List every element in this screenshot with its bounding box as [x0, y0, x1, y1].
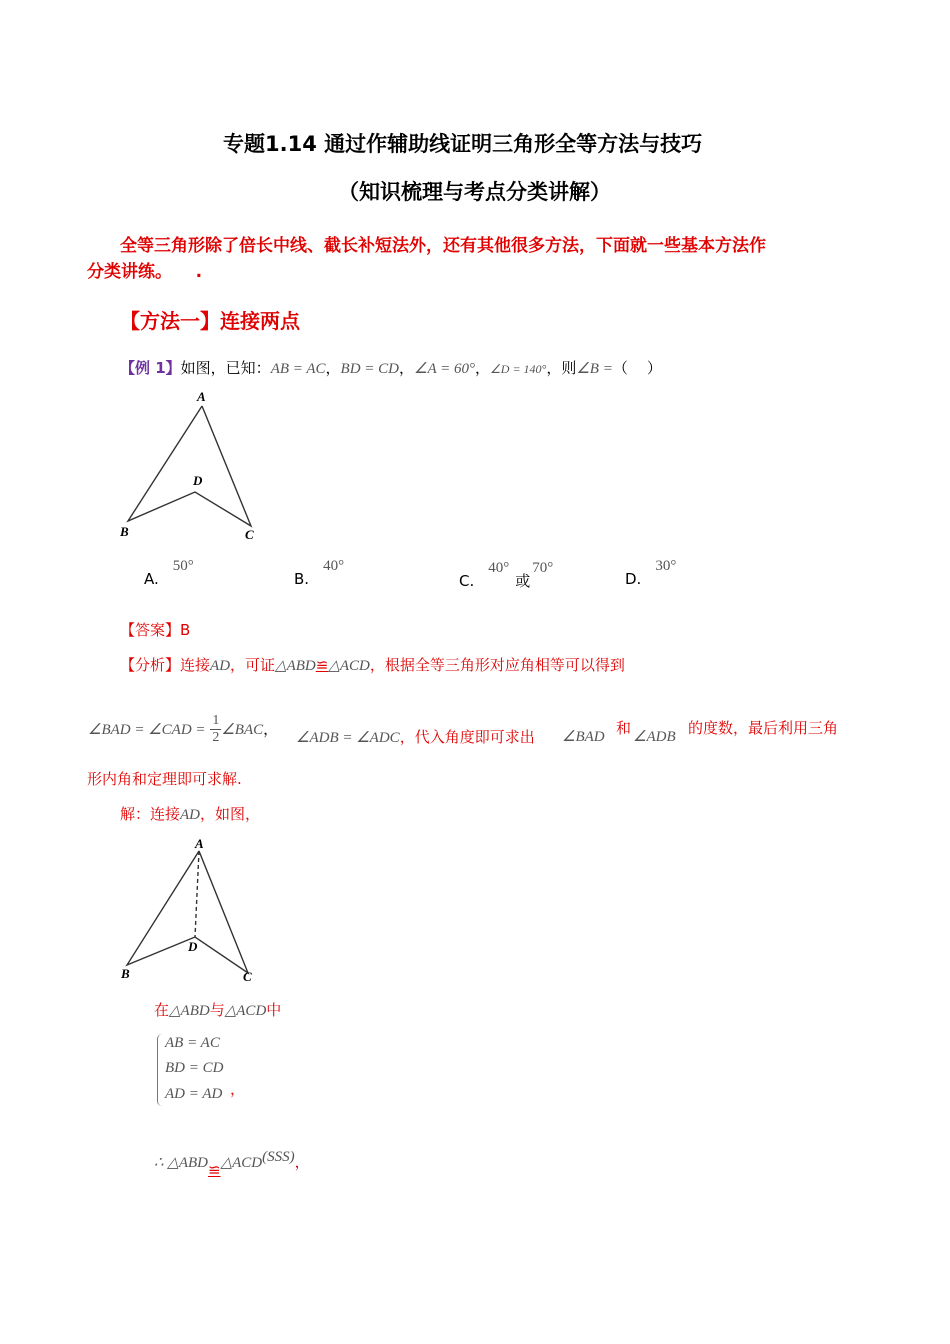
option-or: 或 [515, 572, 531, 590]
q-text: 如图，已知： [180, 359, 271, 377]
cong: ≌ [208, 1161, 221, 1179]
comma: ， [294, 1153, 310, 1171]
system-eq-2: BD = CD [165, 1060, 224, 1076]
method-heading: 【方法一】连接两点 [120, 309, 300, 333]
m: △ABD [169, 1003, 210, 1019]
answer [120, 619, 190, 640]
option-letter: D. [625, 570, 642, 588]
analysis-line-1 [120, 654, 625, 675]
label-b: B [120, 524, 129, 539]
brace [157, 1034, 162, 1106]
ask: ∠B = [576, 361, 613, 377]
cond-1: AB = AC [270, 361, 326, 377]
option-c[interactable] [459, 560, 554, 591]
system-eq-3: AD = AD [165, 1086, 223, 1102]
t: 的度数，最后利用三角 [688, 719, 839, 737]
comma: ， [230, 1080, 246, 1098]
sep: ， [475, 359, 491, 377]
analysis-eq-1 [88, 713, 278, 746]
sep: ， [399, 359, 415, 377]
m: ∠BAD [562, 729, 605, 745]
eq: ∠ADB = ∠ADC [296, 730, 400, 746]
label-d: D [188, 939, 198, 954]
page-subtitle: （知识梳理与考点分类讲解） [338, 180, 611, 204]
cond-4: ∠D = 140° [490, 362, 547, 376]
intro-text: 全等三角形除了倍长中线、截长补短法外，还有其他很多方法，下面就一些基本方法作 [120, 236, 766, 256]
label-a: A [195, 836, 204, 851]
figure-1 [115, 388, 275, 548]
label-d: D [193, 473, 203, 488]
t: 在 [154, 1001, 170, 1019]
analysis-eq-2 [296, 726, 535, 747]
t: 中 [266, 1001, 282, 1019]
m: AD [180, 807, 201, 823]
t: 解：连接 [120, 805, 181, 823]
conclusion [154, 1149, 310, 1179]
t: ，可证 [230, 656, 276, 674]
t: 连接 [180, 656, 211, 674]
comma: ， [263, 720, 279, 738]
den: 2 [212, 730, 220, 745]
option-letter: B. [294, 570, 310, 588]
solution-line-1 [120, 803, 260, 824]
page-title: 专题1.14 通过作辅助线证明三角形全等方法与技巧 [223, 132, 703, 156]
intro-text-2: 分类讲练。 . [87, 262, 203, 282]
option-value: 40° [323, 558, 345, 574]
m: △ACD [224, 1003, 267, 1019]
m: ∠ADB [633, 729, 676, 745]
angle-bad [562, 727, 605, 746]
label-c: C [243, 969, 252, 984]
answer-blank: （ ） [612, 359, 662, 377]
analysis-line-3: 形内角和定理即可求解. [87, 770, 242, 788]
t: 与 [209, 1001, 225, 1019]
option-b[interactable] [294, 558, 345, 589]
figure-2 [115, 835, 275, 985]
option-d[interactable] [625, 558, 677, 589]
cong: ≌ [315, 656, 329, 674]
analysis-tag: 【分析】 [120, 656, 181, 674]
m: AD [210, 658, 231, 674]
q-text-2: ，则 [546, 359, 577, 377]
answer-tag: 【答案】 [120, 621, 181, 639]
t: ，代入角度即可求出 [399, 728, 535, 746]
m: ∴ △ABD [154, 1155, 208, 1171]
m: △ABD [275, 658, 316, 674]
solution-line-2 [154, 999, 281, 1020]
m: △ACD [220, 1155, 263, 1171]
sep: ， [325, 359, 341, 377]
sss: (SSS) [262, 1149, 295, 1165]
eq: ∠BAC [221, 722, 264, 738]
option-a[interactable] [144, 558, 194, 589]
option-value: 30° [655, 558, 677, 574]
system-eq-1: AB = AC [165, 1035, 220, 1051]
option-value: 50° [172, 558, 194, 574]
option-value: 40° [488, 560, 510, 576]
cond-2: BD = CD [340, 361, 400, 377]
num: 1 [212, 713, 220, 728]
cond-3: ∠A = 60° [414, 361, 475, 377]
label-c: C [245, 527, 254, 542]
option-value-2: 70° [532, 560, 554, 576]
label-a: A [197, 389, 206, 404]
answer-value: B [180, 621, 191, 639]
option-letter: C. [459, 572, 475, 590]
angle-adb [633, 727, 676, 746]
label-b: B [121, 966, 130, 981]
and-text: 和 [616, 719, 632, 737]
eq: ∠BAD = ∠CAD = [88, 722, 206, 738]
example-question [120, 357, 662, 378]
t: ，根据全等三角形对应角相等可以得到 [369, 656, 625, 674]
fraction [210, 713, 221, 746]
m: △ACD [328, 658, 370, 674]
t: ，如图， [200, 805, 261, 823]
option-letter: A. [144, 570, 159, 588]
example-tag: 【例 1】 [120, 359, 181, 377]
